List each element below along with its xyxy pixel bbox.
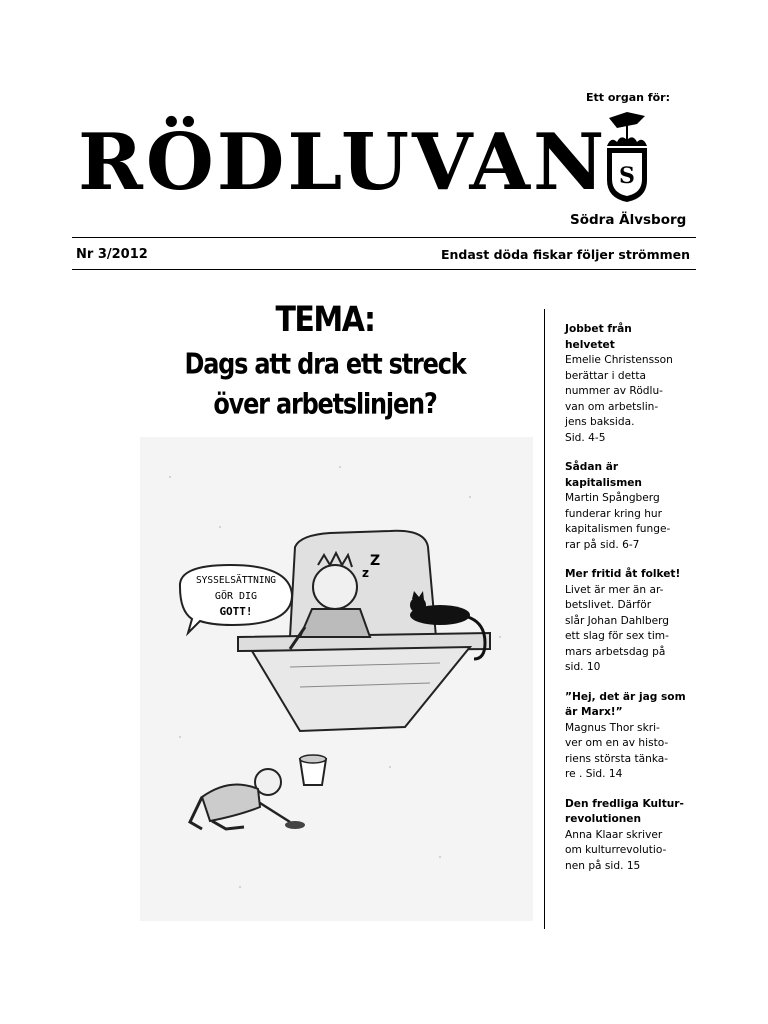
contents-item-heading: Mer fritid åt folket!: [565, 568, 681, 580]
contents-item[interactable]: [565, 797, 715, 875]
svg-text:Z: Z: [370, 553, 381, 569]
masthead-title: RÖDLUVAN: [78, 117, 608, 208]
contents-sidebar: [565, 322, 715, 888]
motto: Endast döda fiskar följer strömmen: [440, 247, 690, 262]
svg-text:z: z: [362, 566, 369, 580]
contents-item-body: Anna Klaar skriver om kulturrevolutio- nen på sid. 15: [565, 828, 667, 872]
contents-item-body: Magnus Thor skri- ver om en av histo- riens största tänka- re . Sid. 14: [565, 721, 669, 780]
speech-bubble-line-2: GÖR DIG: [214, 591, 258, 602]
contents-item[interactable]: [565, 322, 715, 446]
contents-item-heading: ”Hej, det är jag som är Marx!”: [565, 690, 686, 718]
speech-bubble-line-1: SYSSELSÄTTNING: [195, 575, 277, 586]
organization-name: Södra Älvsborg: [570, 212, 687, 228]
contents-item-heading: Jobbet från helvetet: [565, 323, 632, 351]
contents-item-heading: Sådan är kapitalismen: [565, 461, 642, 489]
contents-item-body: Martin Spångberg funderar kring hur kapitalismen funge- rar på sid. 6-7: [565, 492, 671, 551]
svg-text:S: S: [619, 163, 635, 189]
cartoon-illustration: [140, 437, 533, 921]
issue-number: Nr 3/2012: [76, 247, 148, 262]
theme-label: TEMA:: [275, 300, 375, 341]
ssu-logo-icon: [597, 110, 657, 205]
speech-bubble-line-3: GOTT!: [219, 605, 253, 618]
contents-item[interactable]: [565, 690, 715, 783]
contents-item[interactable]: [565, 460, 715, 553]
top-rule: [72, 237, 696, 238]
contents-item-heading: Den fredliga Kultur- revolutionen: [565, 797, 684, 825]
bottom-rule: [72, 269, 696, 270]
sidebar-divider: [544, 309, 545, 929]
contents-item-body: Livet är mer än ar- betslivet. Därför slår Johan Dahlberg ett slag för sex tim- mars arbetsdag på sid. 10: [565, 583, 670, 673]
headline-line-2: över arbetslinjen?: [213, 387, 437, 421]
contents-item[interactable]: [565, 567, 715, 676]
headline-line-1: Dags att dra ett streck: [184, 347, 466, 381]
organ-label: Ett organ för:: [586, 91, 670, 104]
contents-item-body: Emelie Christensson berättar i detta nummer av Rödlu- van om arbetslin- jens baksida. Sid. 4-5: [565, 354, 673, 444]
headline: [125, 344, 525, 424]
